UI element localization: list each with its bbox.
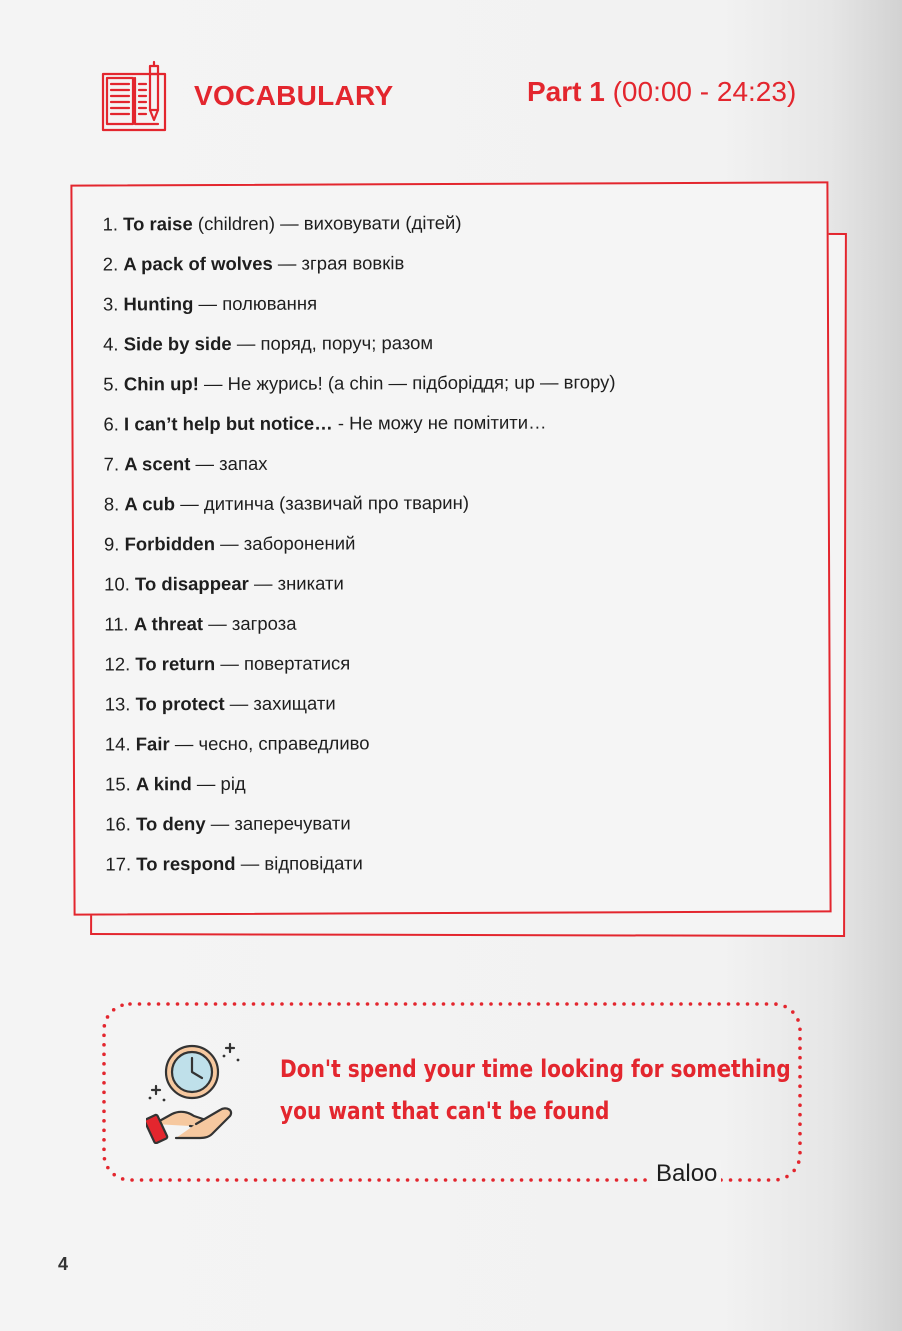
- item-number: 13.: [104, 693, 131, 715]
- item-number: 6.: [103, 413, 119, 435]
- page-number: 4: [58, 1254, 69, 1274]
- item-translation: — зграя вовків: [272, 252, 405, 274]
- item-translation: — відповідати: [235, 852, 363, 874]
- item-number: 3.: [102, 293, 119, 315]
- item-term: Hunting: [123, 293, 194, 315]
- quote-line-2: you want that can't be found: [280, 1097, 610, 1125]
- vocabulary-item: [103, 282, 615, 324]
- item-term: To deny: [136, 813, 206, 835]
- item-translation: - Не можу не помітити…: [332, 411, 547, 434]
- section-title: VOCABULARY: [194, 80, 394, 111]
- part-time-range: (00:00 - 24:23): [604, 76, 797, 107]
- vocabulary-item: [105, 802, 617, 844]
- vocabulary-item: [102, 202, 614, 244]
- part-label: Part 1: [527, 76, 605, 107]
- item-translation: — рід: [191, 772, 246, 795]
- vocabulary-item: [103, 242, 615, 284]
- item-number: 17.: [105, 853, 132, 875]
- item-translation: — чесно, справедливо: [169, 732, 370, 755]
- item-number: 8.: [103, 493, 120, 515]
- item-number: 1.: [102, 213, 119, 235]
- item-term: A kind: [135, 773, 192, 795]
- vocabulary-item: [103, 322, 615, 364]
- vocabulary-item: [104, 642, 616, 684]
- item-term: To raise: [123, 213, 193, 235]
- item-number: 11.: [104, 613, 129, 635]
- item-term: Chin up!: [123, 373, 199, 395]
- item-term: Side by side: [123, 332, 232, 355]
- item-translation: — заперечувати: [205, 812, 351, 835]
- book-pencil-icon: [100, 60, 172, 134]
- item-term: Fair: [135, 733, 170, 755]
- item-term: A pack of wolves: [123, 252, 273, 275]
- item-term: A scent: [124, 453, 191, 475]
- quote-text: [280, 1048, 791, 1132]
- vocabulary-item: [104, 522, 616, 564]
- vocabulary-box: [70, 181, 831, 915]
- item-translation: (children) — виховувати (дітей): [192, 211, 462, 235]
- item-translation: — захищати: [224, 692, 336, 714]
- item-translation: — запах: [190, 452, 268, 475]
- item-number: 15.: [104, 773, 131, 795]
- item-number: 7.: [103, 453, 120, 475]
- vocabulary-item: [105, 842, 617, 884]
- vocabulary-item: [103, 402, 615, 444]
- item-term: A threat: [133, 613, 204, 635]
- item-term: I can’t help but notice…: [123, 412, 333, 435]
- item-translation: — поряд, поруч; разом: [231, 332, 434, 354]
- item-translation: — повертатися: [215, 652, 351, 675]
- quote-author: Baloo: [652, 1160, 721, 1188]
- item-translation: — заборонений: [214, 532, 356, 555]
- clock-hand-icon: [146, 1040, 244, 1144]
- quote-line-1: Don't spend your time looking for something: [280, 1055, 791, 1083]
- item-number: 16.: [105, 813, 131, 835]
- item-translation: — дитинча (зазвичай про тварин): [175, 491, 470, 515]
- item-number: 4.: [103, 333, 119, 355]
- vocabulary-item: [104, 562, 616, 604]
- item-translation: — загроза: [202, 612, 297, 635]
- item-term: To disappear: [134, 572, 249, 595]
- item-term: Forbidden: [124, 533, 216, 555]
- item-number: 2.: [102, 253, 119, 275]
- item-number: 5.: [103, 373, 119, 395]
- item-translation: — полювання: [193, 292, 318, 315]
- item-number: 10.: [104, 573, 130, 595]
- item-term: To return: [135, 653, 216, 675]
- vocabulary-item: [105, 762, 617, 804]
- item-translation: — Не журись! (a chin — підборіддя; up — вгору): [198, 371, 616, 395]
- item-number: 9.: [103, 533, 120, 555]
- item-term: A cub: [124, 493, 176, 515]
- item-translation: — зникати: [248, 572, 344, 594]
- item-number: 14.: [104, 733, 131, 755]
- vocabulary-item: [104, 442, 616, 484]
- vocabulary-item: [105, 722, 617, 764]
- vocabulary-list: [102, 202, 617, 884]
- vocabulary-item: [104, 602, 616, 644]
- vocabulary-item: [105, 682, 617, 724]
- vocabulary-item: [103, 362, 615, 404]
- item-number: 12.: [104, 653, 131, 675]
- part-heading: [527, 76, 796, 108]
- vocabulary-item: [104, 482, 616, 524]
- item-term: To protect: [135, 692, 225, 715]
- item-term: To respond: [136, 852, 236, 875]
